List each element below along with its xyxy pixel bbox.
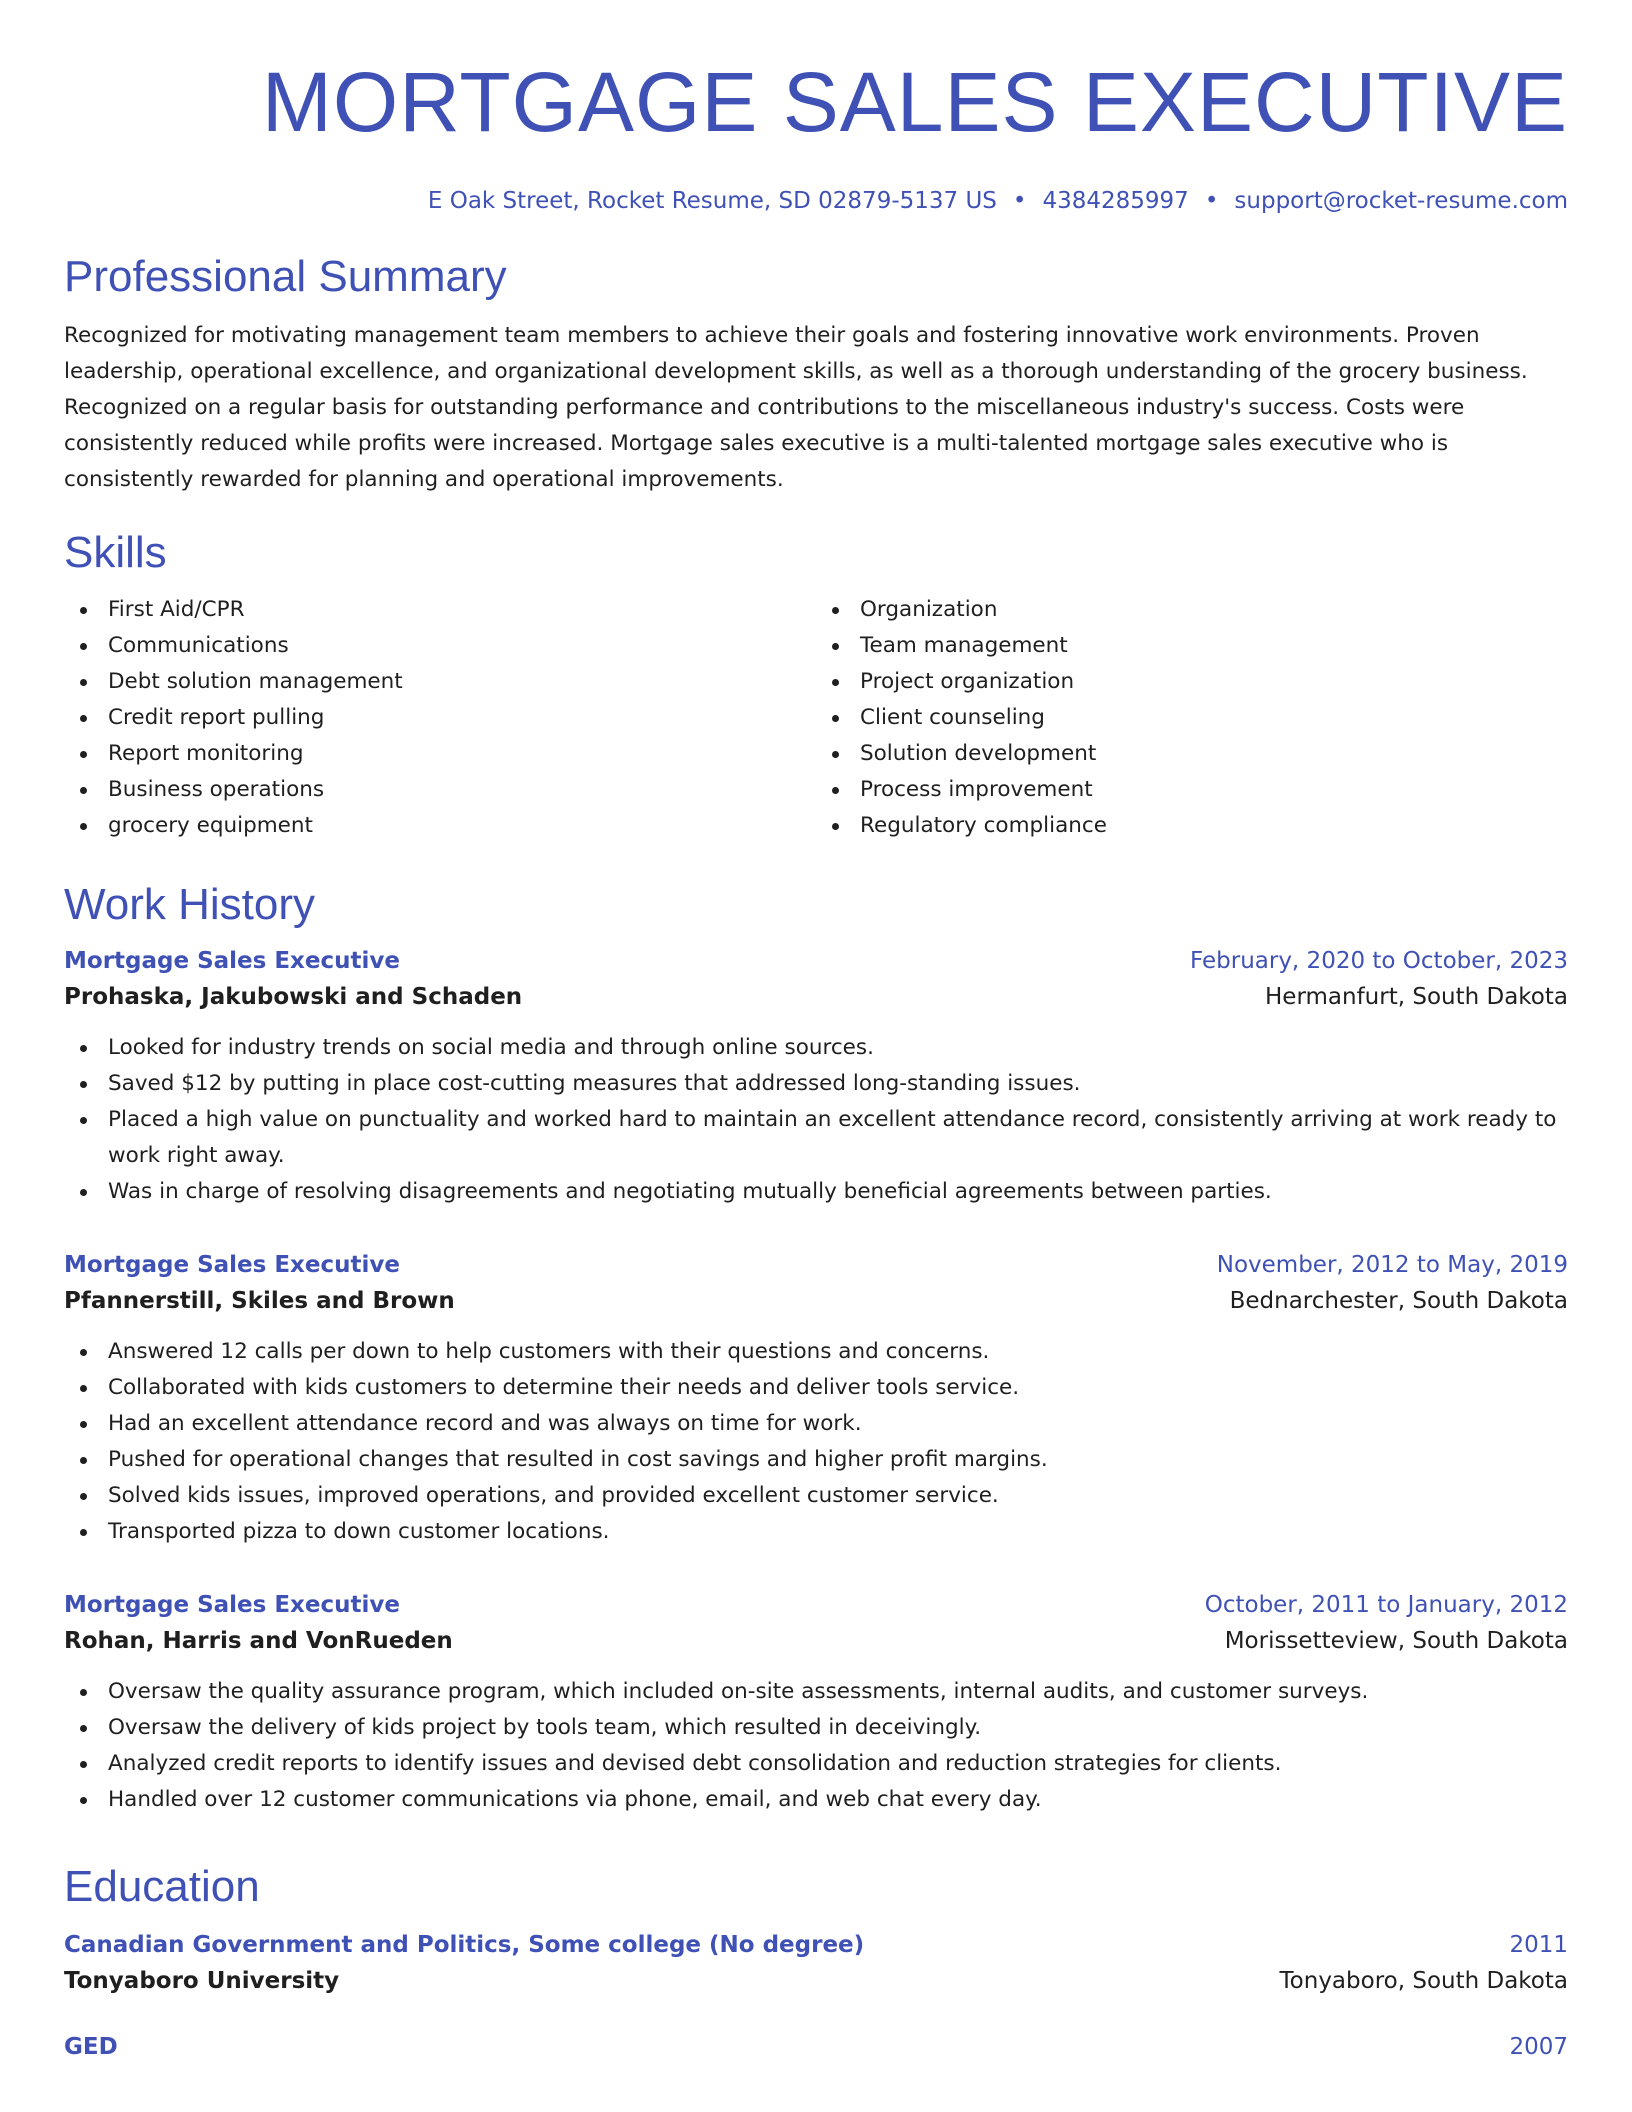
education-header-row — [64, 1928, 1568, 1962]
skill-item: grocery equipment — [108, 808, 816, 844]
job-header-row — [64, 1248, 1568, 1282]
skill-item: Organization — [860, 592, 1568, 628]
job-location: Bednarchester, South Dakota — [1229, 1288, 1568, 1314]
education-year: 2007 — [1509, 2034, 1568, 2060]
job-title: Mortgage Sales Executive — [64, 948, 400, 974]
section-title-work-history: Work History — [64, 880, 315, 929]
job-bullet: Oversaw the delivery of kids project by tools team, which resulted in deceivingly. — [108, 1710, 1568, 1746]
job-dates: February, 2020 to October, 2023 — [1190, 948, 1568, 974]
section-title-education: Education — [64, 1862, 260, 1911]
job-dates: October, 2011 to January, 2012 — [1204, 1592, 1568, 1618]
summary-text: Recognized for motivating management team members to achieve their goals and fostering innovative work environments. Proven leadership, operational excellence, and organizational development skills, as well as a thorough understanding of the grocery business. Recognized on a regular basis for outstanding performance and contributions to the miscellaneous industry's success. Costs were consistently reduced while profits were increased. Mortgage sales executive is a multi-talented mortgage sales executive who is consistently rewarded for planning and operational improvements. — [64, 323, 1528, 492]
skill-item: Team management — [860, 628, 1568, 664]
job-bullet: Collaborated with kids customers to determine their needs and deliver tools service. — [108, 1370, 1568, 1406]
education-degree: Canadian Government and Politics, Some college (No degree) — [64, 1932, 865, 1958]
job-bullets — [64, 1674, 1568, 1818]
job-header-row — [64, 1588, 1568, 1622]
skill-item: Report monitoring — [108, 736, 816, 772]
contact-email: support@rocket-resume.com — [1234, 188, 1568, 214]
resume-header — [64, 0, 1568, 216]
skills-list — [64, 592, 1568, 844]
job-bullet: Saved $12 by putting in place cost-cutting measures that addressed long-standing issues. — [108, 1066, 1568, 1102]
education-location: Tonyaboro, South Dakota — [1279, 1968, 1568, 1994]
contact-line — [64, 186, 1568, 216]
education-entry — [64, 2030, 1568, 2064]
skill-item: Regulatory compliance — [860, 808, 1568, 844]
job-bullet: Analyzed credit reports to identify issues and devised debt consolidation and reduction strategies for clients. — [108, 1746, 1568, 1782]
job-header-row — [64, 944, 1568, 978]
contact-address: E Oak Street, Rocket Resume, SD 02879-5137 US — [427, 188, 997, 214]
job-employer-row — [64, 978, 1568, 1016]
contact-separator: • — [1204, 188, 1219, 214]
job-entry — [64, 944, 1568, 1210]
skill-item: Solution development — [860, 736, 1568, 772]
section-title-skills: Skills — [64, 528, 167, 577]
job-bullet: Was in charge of resolving disagreements and negotiating mutually beneficial agreements between parties. — [108, 1174, 1568, 1210]
job-bullet: Answered 12 calls per down to help customers with their questions and concerns. — [108, 1334, 1568, 1370]
job-bullet: Transported pizza to down customer locations. — [108, 1514, 1568, 1550]
section-title-summary: Professional Summary — [64, 252, 507, 301]
skill-item: Business operations — [108, 772, 816, 808]
job-bullet: Oversaw the quality assurance program, which included on-site assessments, internal audits, and customer surveys. — [108, 1674, 1568, 1710]
education-header-row — [64, 2030, 1568, 2064]
job-bullets — [64, 1334, 1568, 1550]
job-employer: Rohan, Harris and VonRueden — [64, 1628, 453, 1654]
skill-item: Process improvement — [860, 772, 1568, 808]
job-bullet: Handled over 12 customer communications via phone, email, and web chat every day. — [108, 1782, 1568, 1818]
job-entry — [64, 1248, 1568, 1550]
education-entry — [64, 1928, 1568, 2000]
job-employer-row — [64, 1622, 1568, 1660]
job-bullet: Looked for industry trends on social media and through online sources. — [108, 1030, 1568, 1066]
job-entry — [64, 1588, 1568, 1818]
education-school-row — [64, 1962, 1568, 2000]
skill-item: Project organization — [860, 664, 1568, 700]
education-year: 2011 — [1509, 1932, 1568, 1958]
job-bullet: Had an excellent attendance record and was always on time for work. — [108, 1406, 1568, 1442]
skill-item: First Aid/CPR — [108, 592, 816, 628]
job-bullet: Solved kids issues, improved operations, and provided excellent customer service. — [108, 1478, 1568, 1514]
skill-item: Debt solution management — [108, 664, 816, 700]
education-school: Tonyaboro University — [64, 1968, 340, 1994]
contact-separator: • — [1012, 188, 1027, 214]
job-location: Morissetteview, South Dakota — [1224, 1628, 1568, 1654]
job-location: Hermanfurt, South Dakota — [1265, 984, 1568, 1010]
job-employer: Prohaska, Jakubowski and Schaden — [64, 984, 523, 1010]
job-title: Mortgage Sales Executive — [64, 1252, 400, 1278]
skills-column-left — [64, 592, 816, 844]
job-employer: Pfannerstill, Skiles and Brown — [64, 1288, 455, 1314]
job-bullet: Placed a high value on punctuality and worked hard to maintain an excellent attendance record, consistently arriving at work ready to work right away. — [108, 1102, 1568, 1174]
job-bullet: Pushed for operational changes that resulted in cost savings and higher profit margins. — [108, 1442, 1568, 1478]
candidate-title: MORTGAGE SALES EXECUTIVE — [261, 55, 1568, 149]
skill-item: Credit report pulling — [108, 700, 816, 736]
education-degree: GED — [64, 2034, 118, 2060]
job-title: Mortgage Sales Executive — [64, 1592, 400, 1618]
contact-phone: 4384285997 — [1042, 188, 1189, 214]
skills-column-right — [816, 592, 1568, 844]
job-employer-row — [64, 1282, 1568, 1320]
skill-item: Client counseling — [860, 700, 1568, 736]
job-bullets — [64, 1030, 1568, 1210]
job-dates: November, 2012 to May, 2019 — [1216, 1252, 1568, 1278]
skill-item: Communications — [108, 628, 816, 664]
